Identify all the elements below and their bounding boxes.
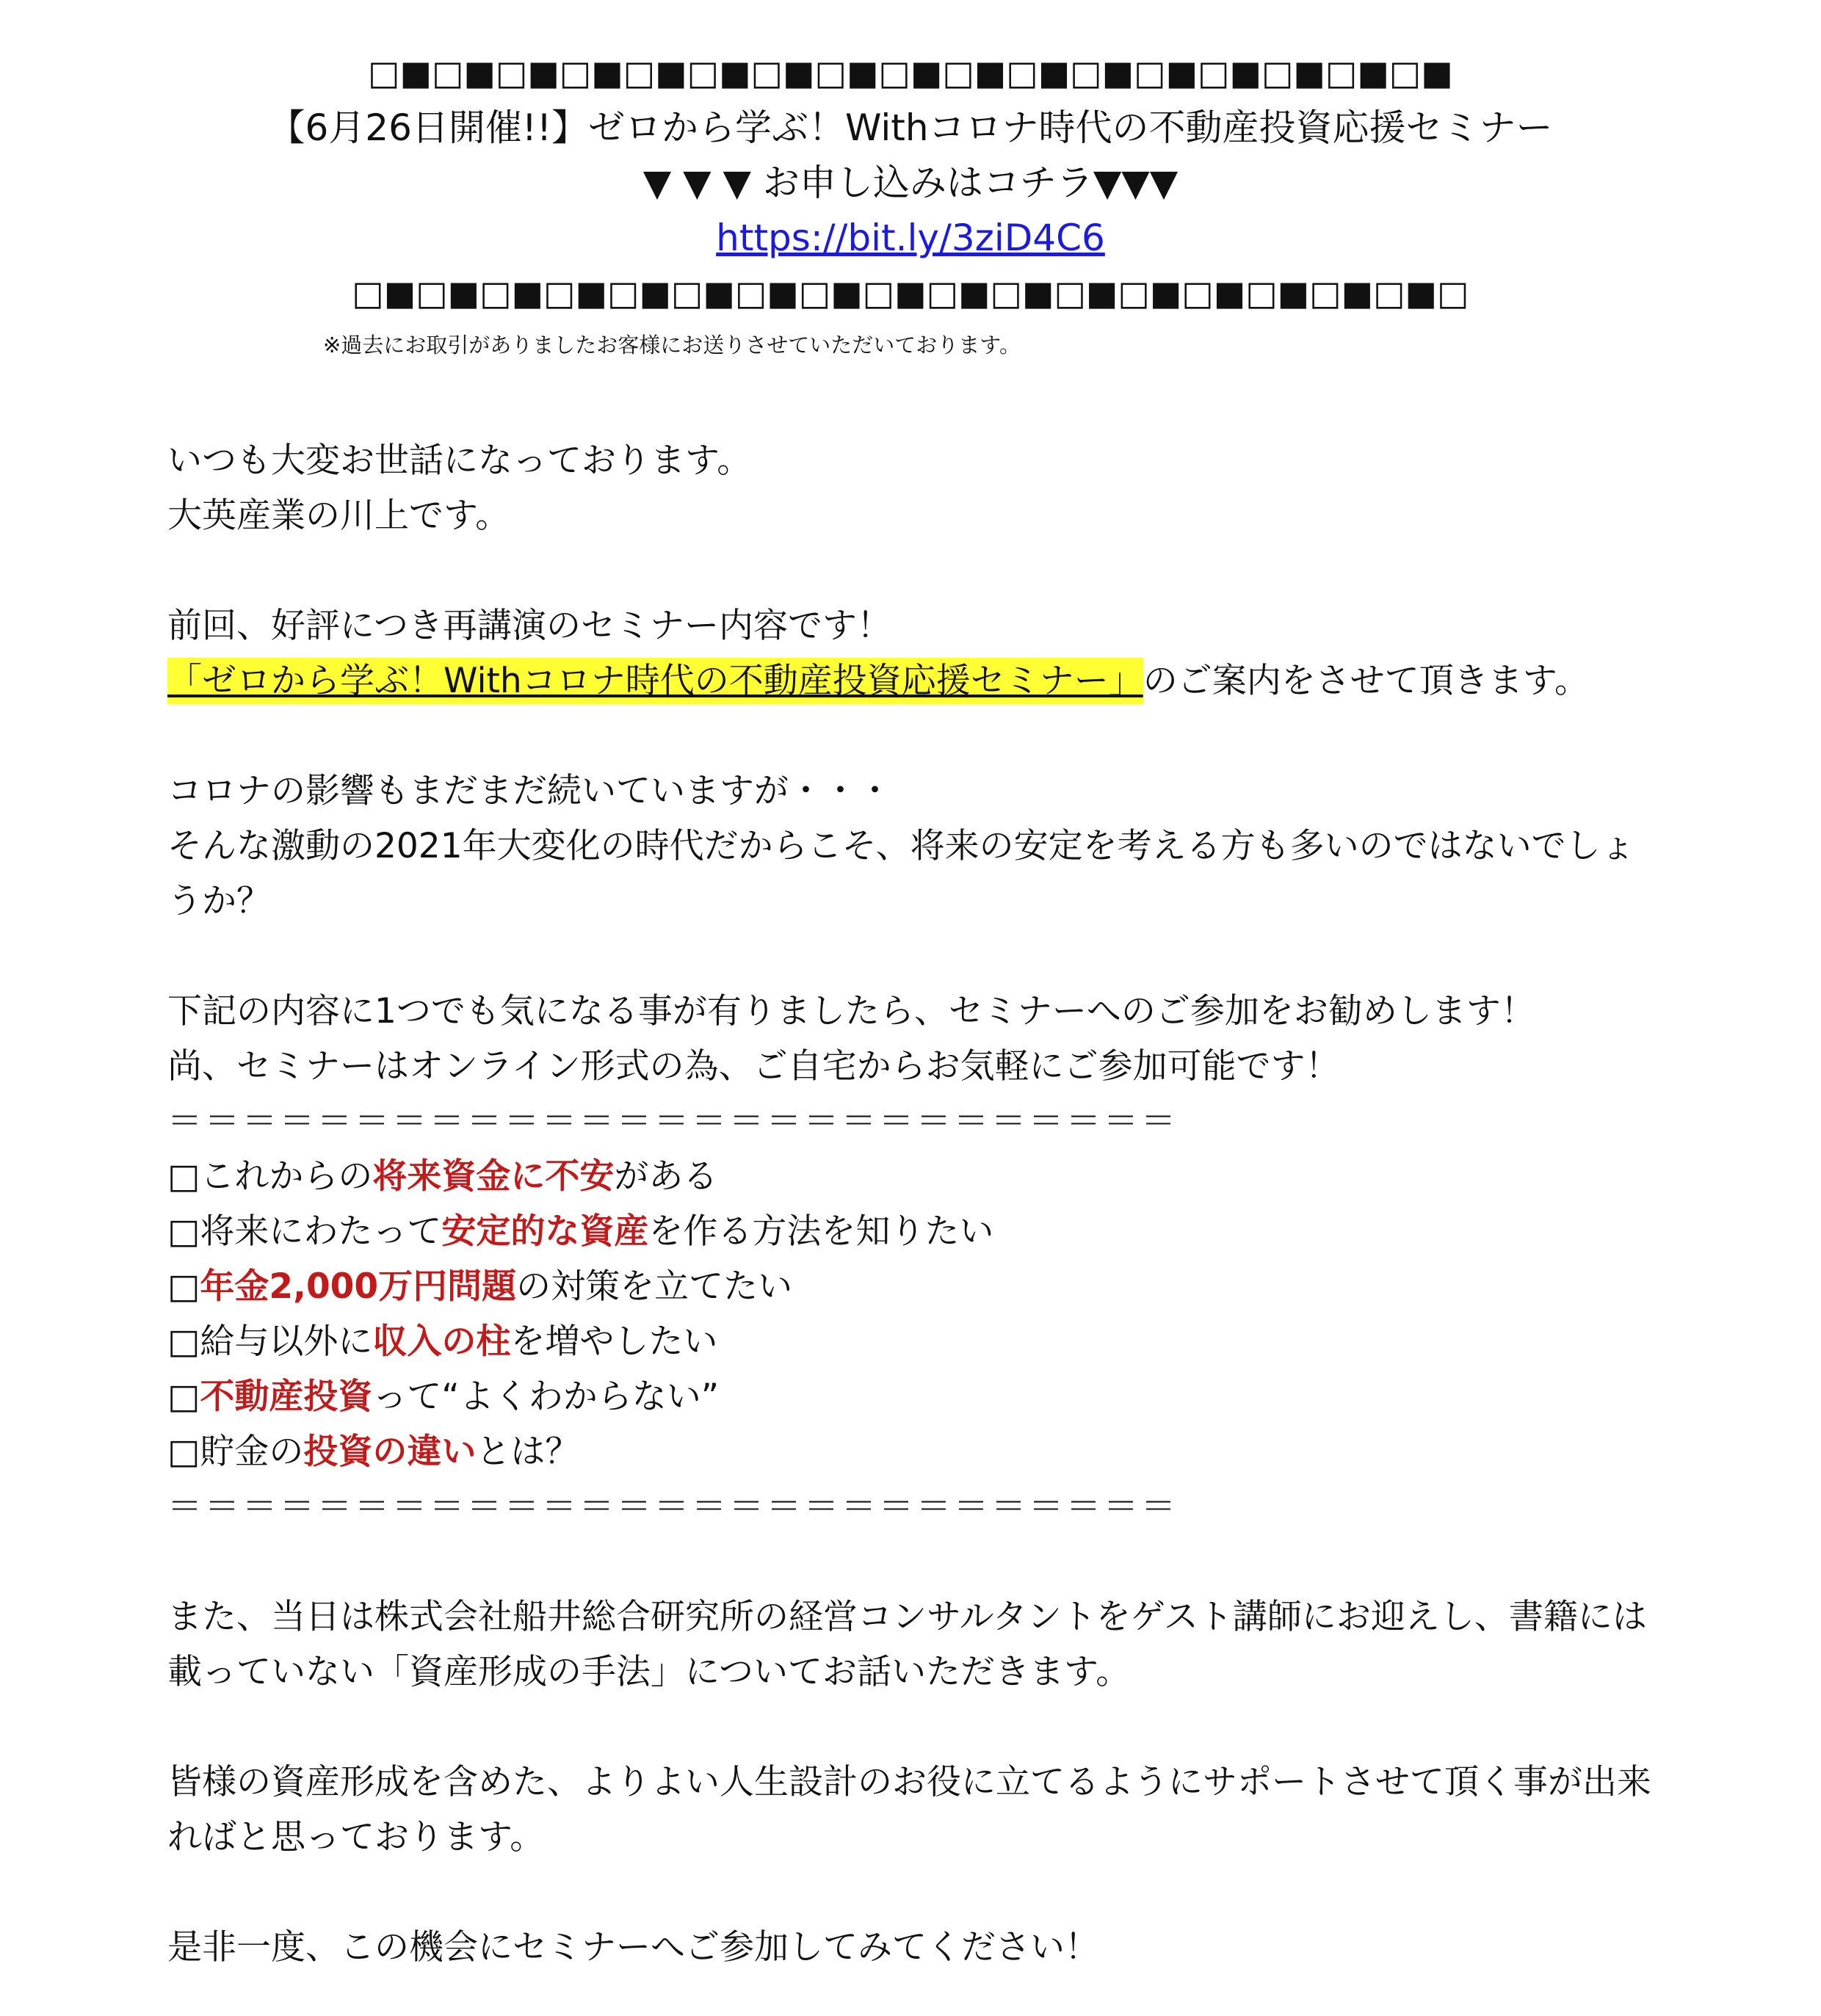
divider-bottom: ＝＝＝＝＝＝＝＝＝＝＝＝＝＝＝＝＝＝＝＝＝＝＝＝＝＝＝	[167, 1487, 1179, 1527]
announcement-rest: のご案内をさせて頂きます。	[1143, 661, 1589, 701]
checklist-item: □不動産投資って“よくわからない”	[167, 1377, 720, 1417]
checklist-item: □これからの将来資金に不安がある	[167, 1156, 718, 1197]
email-header	[0, 46, 1821, 321]
invite-line: 下記の内容に1つでも気になる事が有りましたら、セミナーへのご参加をお勧めします！	[167, 991, 1535, 1031]
checklist-item: □将来にわたって安定的な資産を作る方法を知りたい	[167, 1211, 994, 1252]
decorative-border-bottom: □■□■□■□■□■□■□■□■□■□■□■□■□■□■□■□■□■□	[352, 273, 1469, 313]
guest-paragraph: また、当日は株式会社船井総合研究所の経営コンサルタントをゲスト講師にお迎えし、書籍には載っていない「資産形成の手法」についてお話いただきます。	[167, 1597, 1647, 1692]
checklist-item: □年金2,000万円問題の対策を立てたい	[167, 1266, 793, 1307]
context-paragraph: そんな激動の2021年大変化の時代だからこそ、将来の安定を考える方も多いのではないでしょうか？	[167, 826, 1635, 921]
context-line: コロナの影響もまだまだ続いていますが・・・	[167, 771, 892, 811]
seminar-announcement	[167, 653, 1665, 708]
support-paragraph: 皆様の資産形成を含めた、よりよい人生設計のお役に立てるようにサポートさせて頂く事が出来ればと思っております。	[167, 1762, 1651, 1857]
greeting-line: いつも大変お世話になっております。	[167, 440, 752, 481]
closing-line: 是非一度、この機会にセミナーへご参加してみてください！	[167, 1927, 1099, 1968]
decorative-border-top: □■□■□■□■□■□■□■□■□■□■□■□■□■□■□■□■□■	[368, 53, 1453, 93]
intro-line: 前回、好評につき再講演のセミナー内容です！	[167, 606, 892, 646]
signup-link[interactable]: https://bit.ly/3ziD4C6	[716, 217, 1105, 259]
email-body	[167, 433, 1665, 1975]
divider-top: ＝＝＝＝＝＝＝＝＝＝＝＝＝＝＝＝＝＝＝＝＝＝＝＝＝＝＝	[167, 1101, 1179, 1142]
checklist	[167, 1149, 1665, 1479]
checklist-item: □給与以外に収入の柱を増やしたい	[167, 1321, 718, 1362]
highlighted-seminar-name[interactable]: 「ゼロから学ぶ！Withコロナ時代の不動産投資応援セミナー」	[167, 658, 1143, 704]
sender-line: 大英産業の川上です。	[167, 496, 510, 536]
online-note: 尚、セミナーはオンライン形式の為、ご自宅からお気軽にご参加可能です！	[167, 1046, 1340, 1087]
signup-prompt: ▼ ▼ ▼ お申し込みはコチラ▼▼▼	[642, 162, 1179, 204]
recipient-notice: ※過去にお取引がありましたお客様にお送りさせていただいております。	[323, 333, 1021, 358]
seminar-title: 【6月26日開催!!】ゼロから学ぶ！Withコロナ時代の不動産投資応援セミナー	[268, 106, 1553, 149]
checklist-item: □貯金の投資の違いとは？	[167, 1432, 580, 1472]
